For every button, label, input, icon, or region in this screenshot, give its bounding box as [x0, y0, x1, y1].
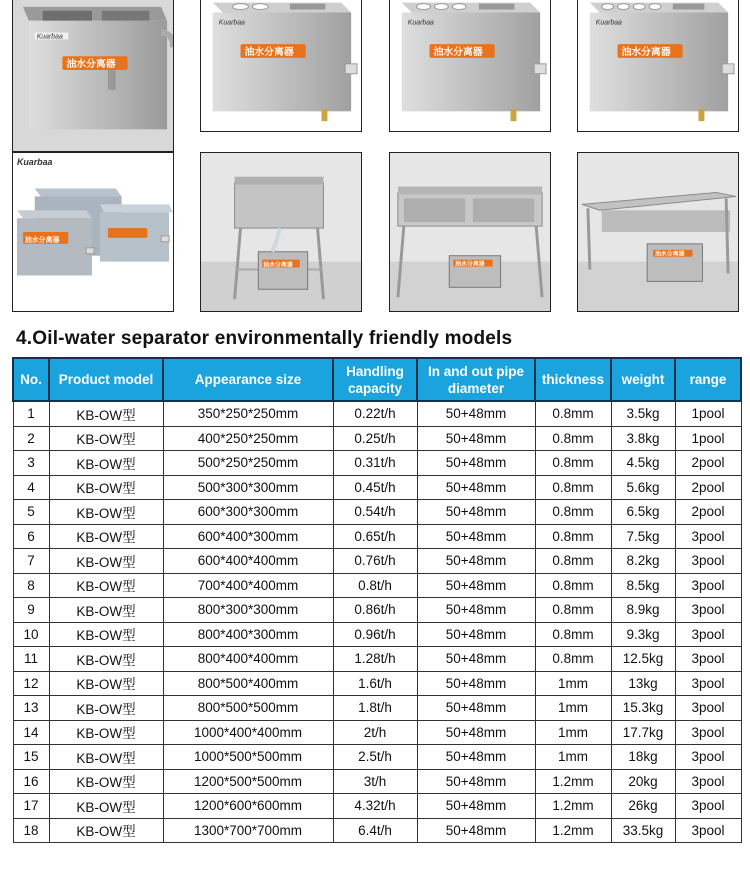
cell-col-pipe-diameter: 50+48mm	[417, 720, 535, 745]
svg-text:Kuarbaa: Kuarbaa	[36, 33, 63, 41]
cell-col-no: 14	[13, 720, 49, 745]
cell-col-handling-capacity: 6.4t/h	[333, 818, 417, 843]
cell-col-handling-capacity: 3t/h	[333, 769, 417, 794]
cell-col-product-model: KB-OW型	[49, 426, 163, 451]
cell-col-handling-capacity: 0.86t/h	[333, 598, 417, 623]
cell-col-appearance-size: 700*400*400mm	[163, 573, 333, 598]
cell-col-product-model: KB-OW型	[49, 598, 163, 623]
svg-text:油水分离器: 油水分离器	[455, 261, 485, 268]
cell-col-thickness: 0.8mm	[535, 451, 611, 476]
section-title: 4.Oil-water separator environmentally friendly models	[16, 328, 513, 349]
cell-col-thickness: 0.8mm	[535, 500, 611, 525]
double-sink-stand-illustration	[390, 153, 550, 311]
svg-text:Kuarbaa: Kuarbaa	[218, 19, 245, 27]
cell-col-weight: 7.5kg	[611, 524, 675, 549]
cell-col-product-model: KB-OW型	[49, 475, 163, 500]
cell-col-range: 3pool	[675, 696, 741, 721]
product-photo-gallery	[0, 0, 750, 320]
cell-col-pipe-diameter: 50+48mm	[417, 549, 535, 574]
spec-table	[12, 357, 742, 843]
photo-double-sink-stand	[389, 152, 551, 312]
cell-col-product-model: KB-OW型	[49, 745, 163, 770]
cell-col-pipe-diameter: 50+48mm	[417, 794, 535, 819]
header-col-pipe-diameter: In and out pipe diameter	[417, 358, 535, 401]
cell-col-no: 12	[13, 671, 49, 696]
cell-col-product-model: KB-OW型	[49, 524, 163, 549]
cell-col-weight: 4.5kg	[611, 451, 675, 476]
tank-three-holes-illustration	[390, 0, 550, 131]
cell-col-range: 3pool	[675, 524, 741, 549]
table-row	[13, 598, 741, 623]
table-row	[13, 426, 741, 451]
cell-col-pipe-diameter: 50+48mm	[417, 475, 535, 500]
header-col-thickness: thickness	[535, 358, 611, 401]
cell-col-pipe-diameter: 50+48mm	[417, 647, 535, 672]
svg-text:油水分离器: 油水分离器	[263, 262, 293, 269]
cell-col-appearance-size: 800*400*400mm	[163, 647, 333, 672]
cell-col-no: 16	[13, 769, 49, 794]
cell-col-weight: 13kg	[611, 671, 675, 696]
photo-tank-two-holes	[200, 0, 362, 132]
table-row	[13, 622, 741, 647]
table-row	[13, 500, 741, 525]
header-col-appearance-size: Appearance size	[163, 358, 333, 401]
cell-col-handling-capacity: 1.8t/h	[333, 696, 417, 721]
cell-col-range: 2pool	[675, 475, 741, 500]
cell-col-weight: 6.5kg	[611, 500, 675, 525]
cell-col-no: 1	[13, 401, 49, 426]
cell-col-no: 11	[13, 647, 49, 672]
cell-col-thickness: 1mm	[535, 696, 611, 721]
cell-col-no: 5	[13, 500, 49, 525]
cell-col-thickness: 1mm	[535, 745, 611, 770]
cell-col-handling-capacity: 1.6t/h	[333, 671, 417, 696]
cell-col-thickness: 1.2mm	[535, 818, 611, 843]
cell-col-handling-capacity: 1.28t/h	[333, 647, 417, 672]
cell-col-weight: 20kg	[611, 769, 675, 794]
cell-col-appearance-size: 1200*500*500mm	[163, 769, 333, 794]
svg-text:Kuarbaa: Kuarbaa	[407, 19, 434, 27]
table-row	[13, 794, 741, 819]
cell-col-no: 10	[13, 622, 49, 647]
cell-col-handling-capacity: 0.76t/h	[333, 549, 417, 574]
cell-col-appearance-size: 800*300*300mm	[163, 598, 333, 623]
cell-col-pipe-diameter: 50+48mm	[417, 818, 535, 843]
table-row	[13, 696, 741, 721]
photo-long-sink-stand	[577, 152, 739, 312]
cell-col-product-model: KB-OW型	[49, 549, 163, 574]
cell-col-weight: 5.6kg	[611, 475, 675, 500]
table-row	[13, 475, 741, 500]
cell-col-product-model: KB-OW型	[49, 696, 163, 721]
cell-col-appearance-size: 600*400*400mm	[163, 549, 333, 574]
table-row	[13, 451, 741, 476]
cell-col-range: 3pool	[675, 769, 741, 794]
svg-text:油水分离器: 油水分离器	[621, 46, 671, 58]
cell-col-pipe-diameter: 50+48mm	[417, 745, 535, 770]
cell-col-thickness: 0.8mm	[535, 598, 611, 623]
photo-single-sink-stand	[200, 152, 362, 312]
svg-text:油水分离器: 油水分离器	[655, 251, 685, 258]
cell-col-no: 17	[13, 794, 49, 819]
header-col-handling-capacity: Handling capacity	[333, 358, 417, 401]
long-sink-stand-illustration	[578, 153, 738, 311]
cell-col-no: 7	[13, 549, 49, 574]
cell-col-range: 3pool	[675, 573, 741, 598]
cell-col-weight: 9.3kg	[611, 622, 675, 647]
single-sink-stand-illustration	[201, 153, 361, 311]
cell-col-appearance-size: 500*250*250mm	[163, 451, 333, 476]
cell-col-product-model: KB-OW型	[49, 818, 163, 843]
cell-col-pipe-diameter: 50+48mm	[417, 769, 535, 794]
tank-four-holes-illustration	[578, 0, 738, 131]
cell-col-handling-capacity: 2t/h	[333, 720, 417, 745]
cell-col-appearance-size: 1300*700*700mm	[163, 818, 333, 843]
svg-text:Kuarbaa: Kuarbaa	[595, 19, 622, 27]
cell-col-range: 3pool	[675, 720, 741, 745]
cell-col-pipe-diameter: 50+48mm	[417, 500, 535, 525]
cell-col-thickness: 0.8mm	[535, 401, 611, 426]
cell-col-appearance-size: 1000*500*500mm	[163, 745, 333, 770]
cell-col-no: 8	[13, 573, 49, 598]
cell-col-thickness: 0.8mm	[535, 524, 611, 549]
cell-col-pipe-diameter: 50+48mm	[417, 524, 535, 549]
cell-col-product-model: KB-OW型	[49, 794, 163, 819]
cell-col-range: 3pool	[675, 598, 741, 623]
cell-col-product-model: KB-OW型	[49, 720, 163, 745]
header-col-product-model: Product model	[49, 358, 163, 401]
cell-col-handling-capacity: 4.32t/h	[333, 794, 417, 819]
photo-tank-three-holes	[389, 0, 551, 132]
table-row	[13, 769, 741, 794]
table-row	[13, 720, 741, 745]
cell-col-range: 3pool	[675, 818, 741, 843]
cell-col-weight: 33.5kg	[611, 818, 675, 843]
cell-col-weight: 18kg	[611, 745, 675, 770]
cell-col-appearance-size: 1200*600*600mm	[163, 794, 333, 819]
cell-col-range: 3pool	[675, 647, 741, 672]
table-row	[13, 818, 741, 843]
cell-col-pipe-diameter: 50+48mm	[417, 401, 535, 426]
cell-col-handling-capacity: 2.5t/h	[333, 745, 417, 770]
table-body	[13, 401, 741, 843]
cell-col-weight: 8.5kg	[611, 573, 675, 598]
cell-col-weight: 26kg	[611, 794, 675, 819]
cell-col-handling-capacity: 0.96t/h	[333, 622, 417, 647]
cell-col-range: 2pool	[675, 451, 741, 476]
cell-col-thickness: 1.2mm	[535, 769, 611, 794]
cell-col-handling-capacity: 0.65t/h	[333, 524, 417, 549]
cell-col-product-model: KB-OW型	[49, 401, 163, 426]
cell-col-weight: 3.5kg	[611, 401, 675, 426]
cell-col-appearance-size: 350*250*250mm	[163, 401, 333, 426]
cell-col-range: 3pool	[675, 745, 741, 770]
cell-col-range: 3pool	[675, 549, 741, 574]
table-row	[13, 524, 741, 549]
cell-col-product-model: KB-OW型	[49, 769, 163, 794]
cell-col-handling-capacity: 0.22t/h	[333, 401, 417, 426]
cell-col-appearance-size: 600*300*300mm	[163, 500, 333, 525]
cell-col-appearance-size: 1000*400*400mm	[163, 720, 333, 745]
cell-col-no: 3	[13, 451, 49, 476]
cell-col-weight: 8.9kg	[611, 598, 675, 623]
tank-open-lid-illustration	[13, 0, 173, 151]
cell-col-thickness: 0.8mm	[535, 573, 611, 598]
svg-text:Kuarbaa: Kuarbaa	[16, 156, 53, 167]
cell-col-weight: 8.2kg	[611, 549, 675, 574]
cell-col-appearance-size: 600*400*300mm	[163, 524, 333, 549]
cell-col-thickness: 1mm	[535, 671, 611, 696]
cell-col-no: 6	[13, 524, 49, 549]
cell-col-range: 1pool	[675, 426, 741, 451]
svg-text:油水分离器: 油水分离器	[244, 46, 294, 58]
cell-col-appearance-size: 800*500*500mm	[163, 696, 333, 721]
cell-col-weight: 15.3kg	[611, 696, 675, 721]
cell-col-pipe-diameter: 50+48mm	[417, 451, 535, 476]
table-row	[13, 671, 741, 696]
table-row	[13, 549, 741, 574]
cell-col-weight: 12.5kg	[611, 647, 675, 672]
cell-col-pipe-diameter: 50+48mm	[417, 426, 535, 451]
table-row	[13, 573, 741, 598]
tanks-group-illustration	[13, 153, 173, 311]
cell-col-product-model: KB-OW型	[49, 671, 163, 696]
header-col-no: No.	[13, 358, 49, 401]
cell-col-pipe-diameter: 50+48mm	[417, 696, 535, 721]
photo-tank-open-lid	[12, 0, 174, 152]
cell-col-weight: 17.7kg	[611, 720, 675, 745]
cell-col-handling-capacity: 0.25t/h	[333, 426, 417, 451]
cell-col-no: 9	[13, 598, 49, 623]
svg-text:油水分离器: 油水分离器	[66, 59, 116, 71]
cell-col-pipe-diameter: 50+48mm	[417, 671, 535, 696]
table-header-row	[13, 358, 741, 401]
svg-text:油水分离器: 油水分离器	[433, 46, 483, 58]
cell-col-range: 3pool	[675, 671, 741, 696]
cell-col-no: 13	[13, 696, 49, 721]
header-col-weight: weight	[611, 358, 675, 401]
photo-tank-four-holes	[577, 0, 739, 132]
cell-col-product-model: KB-OW型	[49, 647, 163, 672]
photo-tanks-group	[12, 152, 174, 312]
cell-col-handling-capacity: 0.8t/h	[333, 573, 417, 598]
cell-col-no: 15	[13, 745, 49, 770]
cell-col-pipe-diameter: 50+48mm	[417, 573, 535, 598]
table-row	[13, 647, 741, 672]
cell-col-thickness: 0.8mm	[535, 475, 611, 500]
cell-col-thickness: 1mm	[535, 720, 611, 745]
cell-col-thickness: 0.8mm	[535, 426, 611, 451]
cell-col-thickness: 0.8mm	[535, 647, 611, 672]
cell-col-appearance-size: 500*300*300mm	[163, 475, 333, 500]
svg-text:油水分离器: 油水分离器	[24, 236, 60, 244]
cell-col-weight: 3.8kg	[611, 426, 675, 451]
cell-col-thickness: 0.8mm	[535, 549, 611, 574]
cell-col-pipe-diameter: 50+48mm	[417, 598, 535, 623]
cell-col-handling-capacity: 0.45t/h	[333, 475, 417, 500]
cell-col-no: 18	[13, 818, 49, 843]
cell-col-pipe-diameter: 50+48mm	[417, 622, 535, 647]
cell-col-range: 3pool	[675, 622, 741, 647]
cell-col-product-model: KB-OW型	[49, 573, 163, 598]
cell-col-no: 4	[13, 475, 49, 500]
cell-col-appearance-size: 800*400*300mm	[163, 622, 333, 647]
cell-col-range: 2pool	[675, 500, 741, 525]
cell-col-appearance-size: 800*500*400mm	[163, 671, 333, 696]
cell-col-handling-capacity: 0.54t/h	[333, 500, 417, 525]
table-row	[13, 745, 741, 770]
cell-col-range: 3pool	[675, 794, 741, 819]
cell-col-range: 1pool	[675, 401, 741, 426]
cell-col-appearance-size: 400*250*250mm	[163, 426, 333, 451]
tank-two-holes-illustration	[201, 0, 361, 131]
cell-col-thickness: 0.8mm	[535, 622, 611, 647]
cell-col-handling-capacity: 0.31t/h	[333, 451, 417, 476]
table-row	[13, 401, 741, 426]
cell-col-product-model: KB-OW型	[49, 622, 163, 647]
cell-col-product-model: KB-OW型	[49, 451, 163, 476]
cell-col-product-model: KB-OW型	[49, 500, 163, 525]
cell-col-thickness: 1.2mm	[535, 794, 611, 819]
header-col-range: range	[675, 358, 741, 401]
cell-col-no: 2	[13, 426, 49, 451]
